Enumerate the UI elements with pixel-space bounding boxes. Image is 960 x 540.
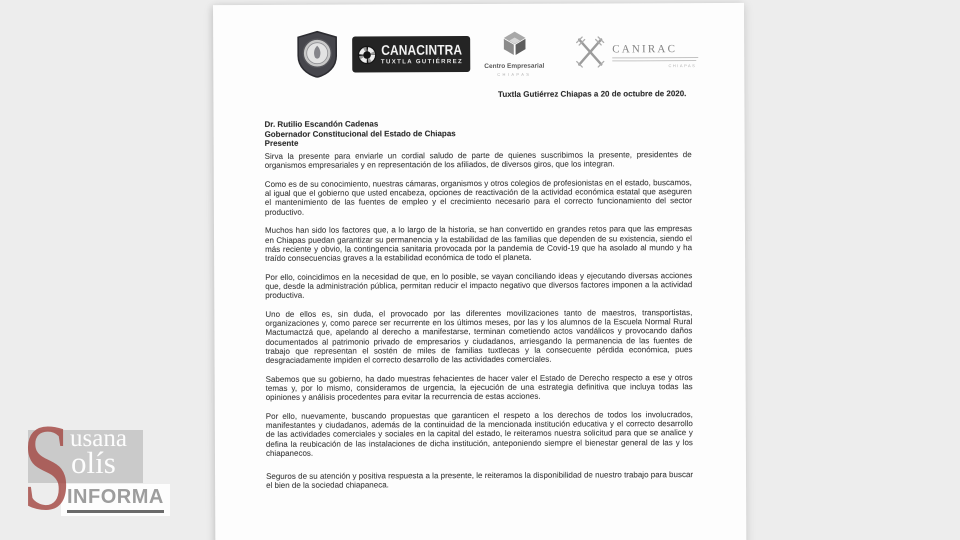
watermark-olis-text: olís (71, 445, 116, 480)
letter-paragraph: Muchos han sido los factores que, a lo largo de la historia, se han convertido en grandes retos para que las empresas en Chiapas puedan garantizar su permanencia y la estabilidad de las familias que dependen de su existencia, siendo el más reciente y obvio, la contingencia sanitaria provocada por la pandemia de Covid-19 que ha asolado al mundo y ha traído consecuencias graves a la estabilidad económica de todo el planeta. (264, 224, 693, 263)
canacintra-name: CANACINTRA (380, 42, 462, 59)
watermark-big-s: S (22, 399, 72, 536)
centro-empresarial-name: Centro Empresarial (484, 62, 545, 70)
centro-empresarial-chiapas: CHIAPAS (497, 71, 532, 77)
watermark-informa-box (61, 484, 170, 516)
letter-dateline: Tuxtla Gutiérrez Chiapas a 20 de octubre de 2020. (498, 89, 687, 99)
centro-empresarial-hexagon-icon (501, 30, 528, 56)
canirac-name: CANIRAC (612, 43, 678, 56)
canirac-divider (612, 57, 698, 58)
canirac-logo (573, 33, 698, 71)
letter-body (265, 150, 694, 500)
watermark-usana-text: usana (70, 425, 127, 452)
letter-closing-paragraph: Seguros de su atención y positiva respuesta a la presente, le reiteramos la disponibilidad de nuestro trabajo para buscar el bien de la sociedad chiapaneca. (266, 470, 694, 491)
canirac-chiapas: CHIAPAS (668, 62, 697, 68)
canirac-fine-print-bar (612, 60, 696, 62)
letter-paragraph: Como es de su conocimiento, nuestras cámaras, organismos y otros colegios de profesionistas en el estado, buscamos, al igual que el gobierno que usted encabeza, opciones de reactivación de la actividad económica estatal que aseguren el mantenimiento de las fuentes de empleo y el crecimiento necesario para el correcto funcionamiento del sector productivo. (264, 177, 692, 217)
canacintra-logo (352, 36, 470, 73)
camara-shield-badge-icon (295, 31, 339, 78)
letter-paragraph: Por ello, nuevamente, buscando propuestas que garanticen el respeto a los derechos de todos los involucrados, manifestantes y ciudadanos, además de la continuidad de la mencionada institución educativa y el correcto desarrollo de las actividades comerciales y sociales en la capital del estado, le reiteramos nuestra solicitud para que se analice y defina la reubicación de las instalaciones de dicha institución, anteponiendo siempre el bienestar general de las y los chiapanecos. (265, 409, 693, 458)
canacintra-city: TUXTLA GUTIÉRREZ (380, 58, 464, 66)
centro-empresarial-logo (481, 30, 547, 77)
letter-paragraph: Por ello, coincidimos en la necesidad de que, en lo posible, se vayan conciliando ideas y ejecutando diversas acciones que, desde la administración pública, permitan reducir el impacto negativo que diversos factores imponen a la actividad productiva. (265, 270, 693, 301)
letter-paragraph: Sirva la presente para enviarle un cordial saludo de parte de quienes suscribimos la presente, presidentes de organismos empresariales y en representación de los afiliados, de diversos giros, que los integran. (264, 150, 692, 171)
recipient-name: Dr. Rutilio Escandón Cadenas (264, 119, 379, 129)
letter-page (213, 3, 746, 540)
recipient-salutation: Presente (264, 138, 299, 148)
letter-paragraph: Uno de ellos es, sin duda, el provocado por las diferentes movilizaciones tanto de maestros, transportistas, organizaciones y, como parece ser recurrente en los últimos meses, por las y los alumnos de la Escuela Normal Rural Mactumactzá que, apelando al derecho a manifestarse, terminan cometiendo actos vandálicos y provocando daños documentados al patrimonio privado de empresarios y ciudadanos, arriesgando la permanencia de las fuentes de trabajo que representan el sostén de miles de familias tuxtlecas y la consecuente pérdida económica, pues desgraciadamente impiden el correcto desarrollo de las actividades comerciales. (265, 307, 693, 365)
watermark-informa-text: INFORMA (67, 486, 164, 513)
recipient-title: Gobernador Constitucional del Estado de Chiapas (264, 128, 456, 139)
susana-solis-informa-watermark (0, 399, 215, 540)
canacintra-gear-icon (357, 41, 377, 68)
letter-paragraph: Sabemos que su gobierno, ha dado muestras fehacientes de hacer valer el Estado de Derecho respecto a ese y otros temas y, por lo mismo, consideramos de urgencia, la ejecución de una estrategia definitiva que incluya todas las opiniones y análisis procedentes para evitar la recurrencia de estas acciones. (265, 372, 693, 403)
letter-recipient-block (265, 119, 456, 148)
canirac-crossed-forks-icon (573, 33, 607, 70)
